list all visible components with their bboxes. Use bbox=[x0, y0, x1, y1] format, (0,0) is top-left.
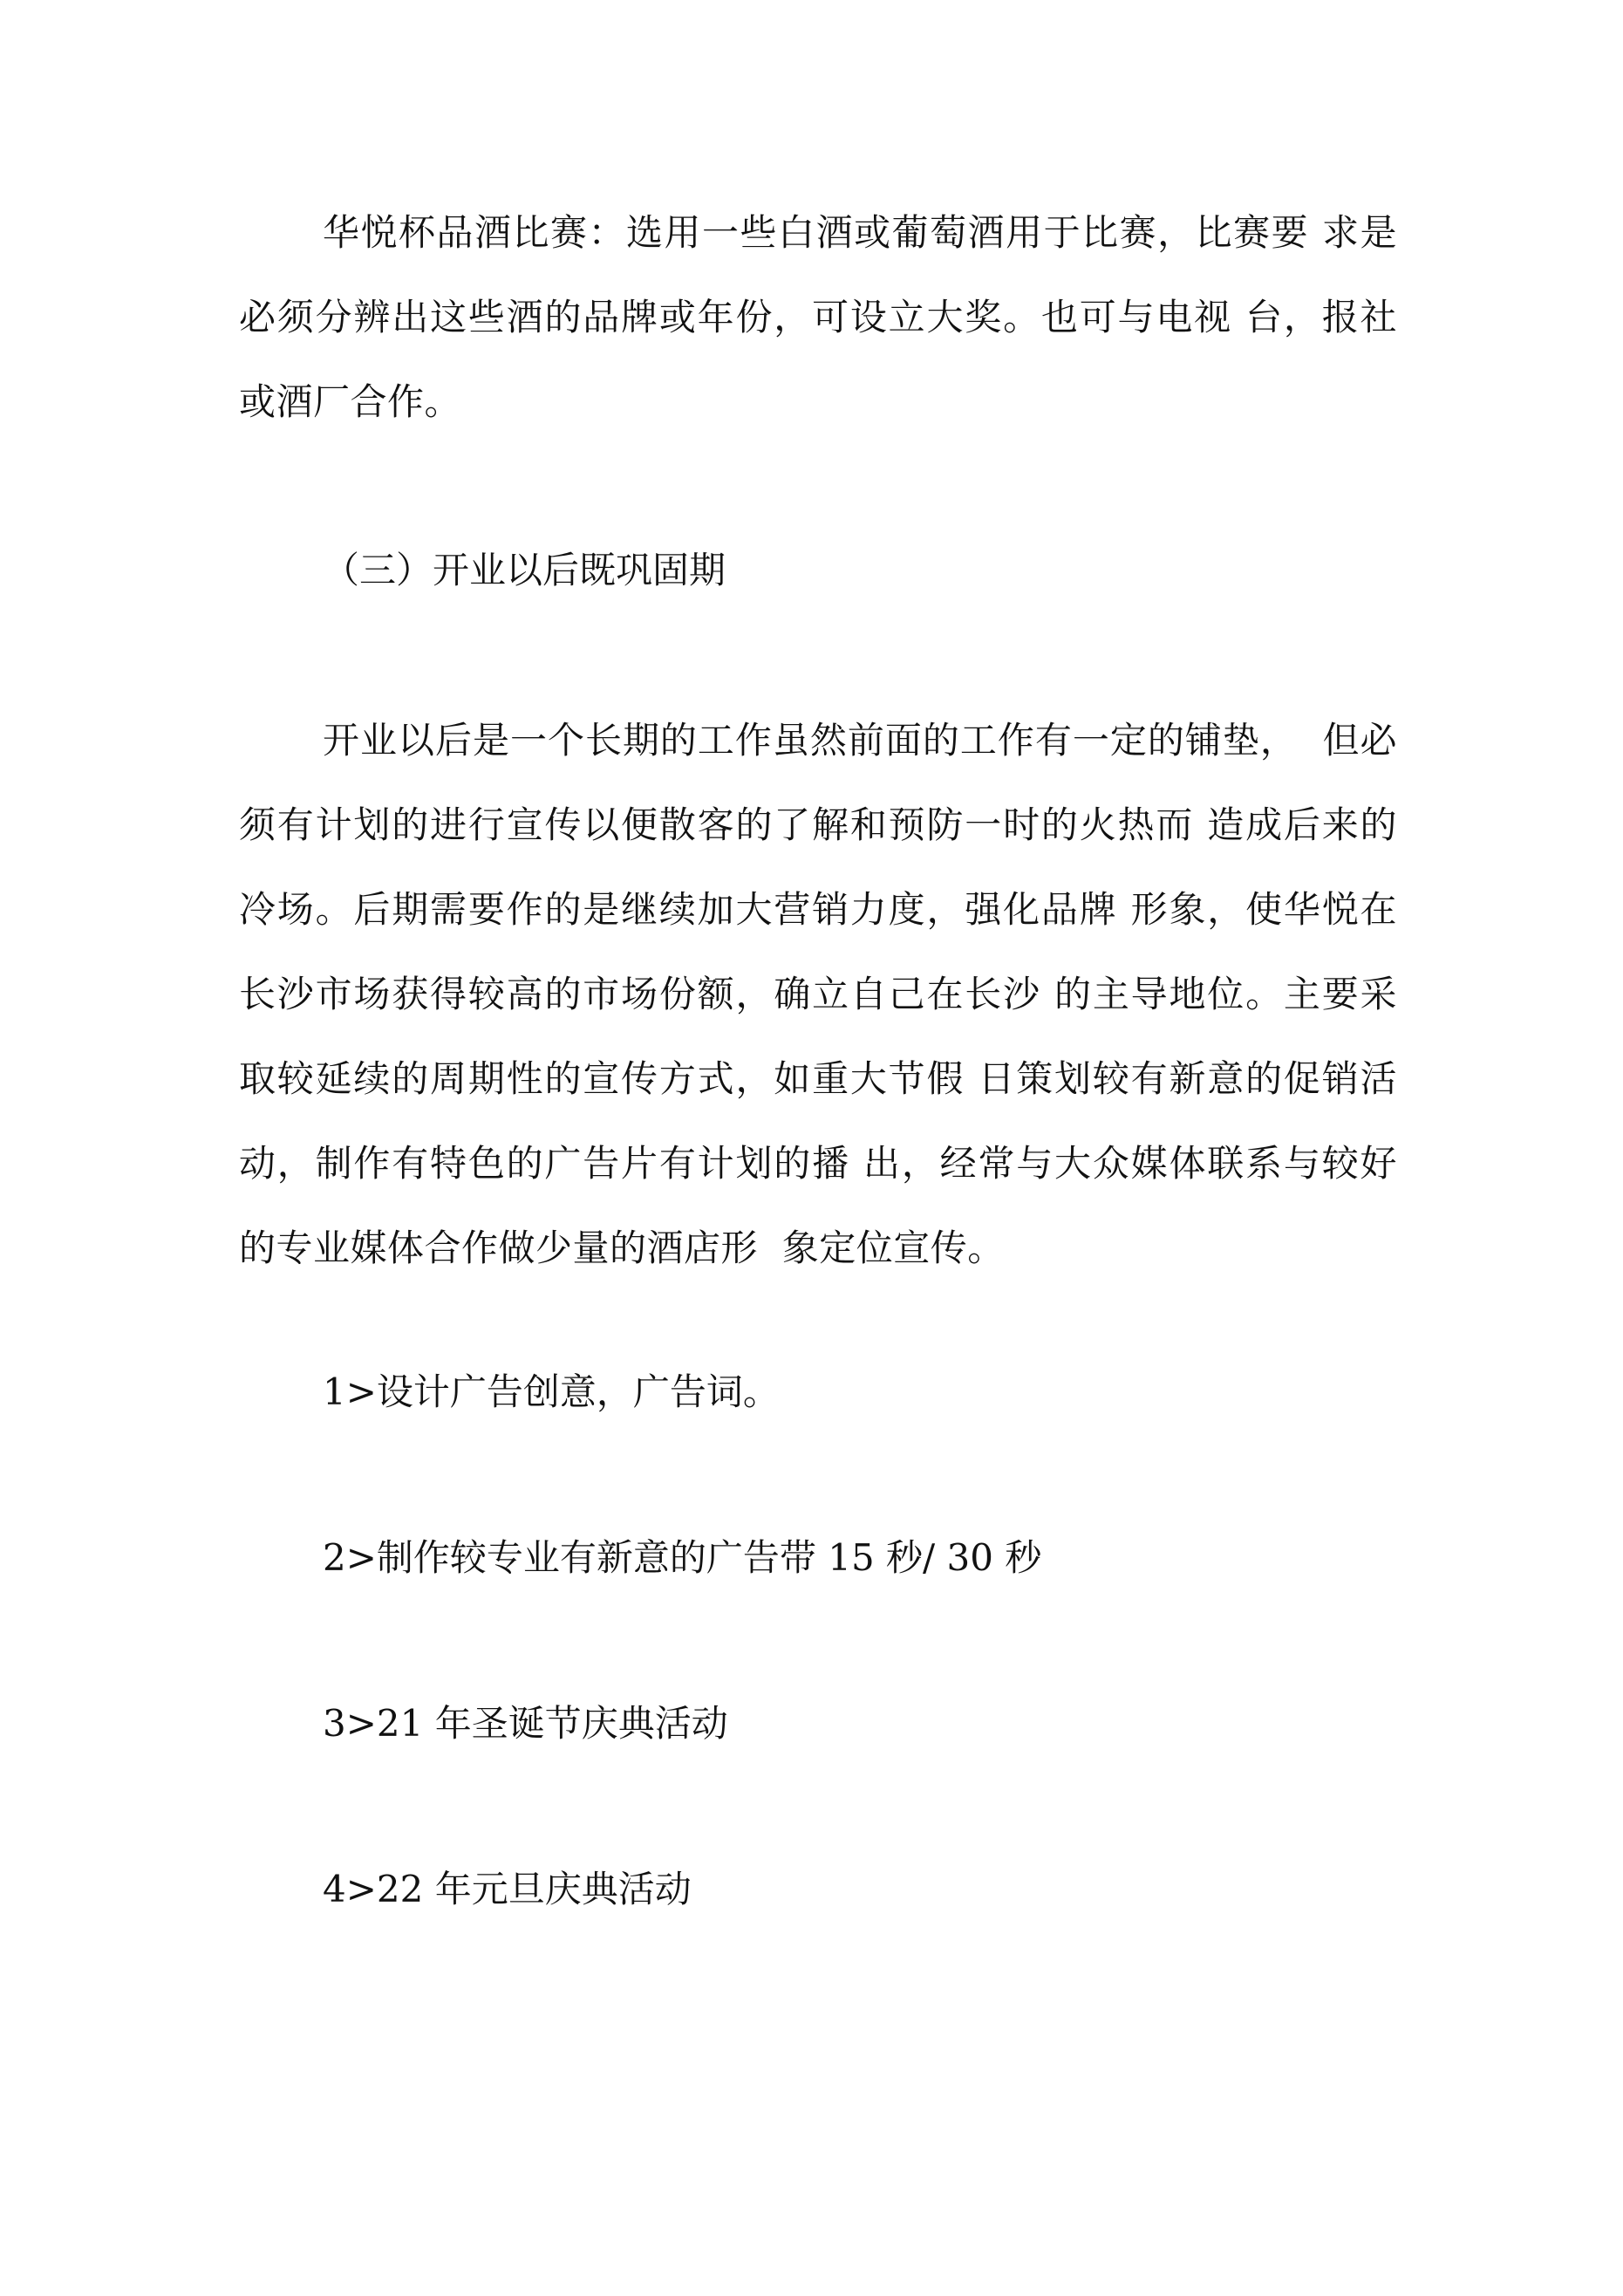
list-item-text: 4>22 年元旦庆典活动 bbox=[323, 1868, 692, 1910]
list-item-text: 2>制作较专业有新意的广告带 15 秒/ 30 秒 bbox=[323, 1536, 1042, 1579]
paragraph-text: 华悦杯品酒比赛：选用一些白酒或葡萄酒用于比赛，比赛要 求是必须分辨出这些酒的品牌或年份，可设立大奖。也可与电视 台，报社或酒厂合作。 bbox=[239, 211, 1397, 423]
paragraph-wine-tasting bbox=[239, 190, 1397, 444]
list-item bbox=[239, 1698, 1397, 1750]
section-heading bbox=[239, 544, 1397, 597]
paragraph-text: 开业以后是一个长期的工作虽然前面的工作有一定的铺垫， 但必须有计划的进行宣传以便散客的了解和预防一时的火热而 造成后来的冷场。后期需要作的是继续加大营销力度，强化品牌 形象，使华悦在长沙市场获得较高的市场份额，确立自己在长沙 的主导地位。主要采取较延续的周期性的宣传方式，如重大节假 日策划较有新意的促销活动，制作有特色的广告片有计划的播 出，经常与大众媒体联系与较好的专业媒体合作做少量的酒店形 象定位宣传。 bbox=[239, 719, 1397, 1269]
list-item-text: 3>21 年圣诞节庆典活动 bbox=[323, 1702, 728, 1745]
list-item bbox=[239, 1532, 1397, 1584]
list-item-text: 1>设计广告创意，广告词。 bbox=[323, 1370, 780, 1413]
paragraph-post-opening bbox=[239, 698, 1397, 1290]
list-item bbox=[239, 1863, 1397, 1916]
section-heading-text: （三）开业以后既巩固期 bbox=[323, 549, 726, 591]
list-item bbox=[239, 1366, 1397, 1418]
